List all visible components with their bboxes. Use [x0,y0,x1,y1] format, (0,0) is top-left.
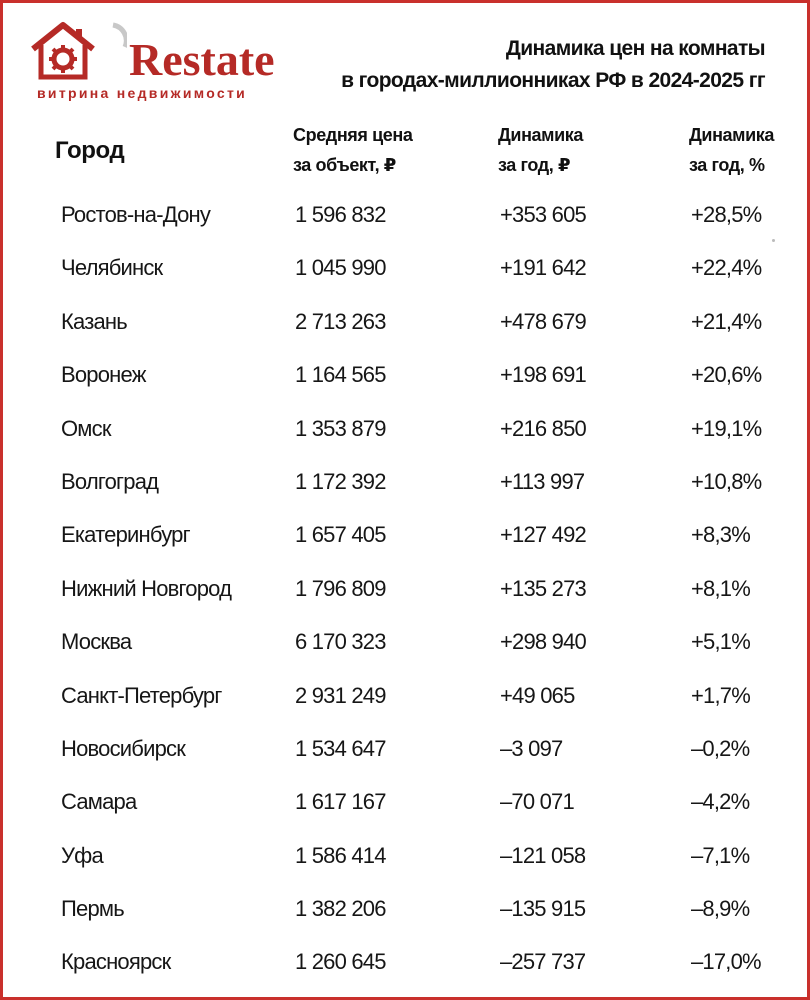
cell-city: Ростов-на-Дону [61,202,211,227]
title-line-1: Динамика цен на комнаты [505,37,765,60]
cell-city: Екатеринбург [61,522,190,548]
cell-abs-change: +113 997 [500,468,585,494]
cell-city: Казань [61,308,127,334]
cell-abs-change: +198 691 [500,362,586,388]
cell-city: Самара [61,789,137,815]
cell-price: 1 534 647 [295,735,386,761]
cell-city: Новосибирск [61,735,186,761]
cell-price: 1 796 809 [295,575,386,601]
brand-tagline: витрина недвижимости [37,85,248,101]
header-abs-line-1: Динамика [498,125,583,145]
cell-abs-change: +216 850 [500,415,586,441]
cell-price: 1 657 405 [295,522,386,548]
header-price [293,120,412,180]
cell-pct-change: +20,6% [691,362,762,388]
table-row [3,777,810,830]
header-pct-line-1: Динамика [689,125,774,145]
cell-abs-change: +191 642 [500,255,586,281]
cell-pct-change: –4,2% [691,789,750,815]
cell-price: 1 045 990 [295,255,386,281]
table-row [3,243,810,296]
cell-price: 1 586 414 [295,842,386,868]
cell-pct-change: –17,0% [691,949,761,975]
cell-pct-change: +8,1% [691,575,750,601]
cell-city: Санкт-Петербург [61,682,222,708]
table-row [3,510,810,563]
cell-abs-change: –135 915 [500,896,586,922]
cell-price: 1 596 832 [295,202,386,227]
page-title [341,33,765,97]
cell-abs-change: +353 605 [500,202,586,227]
table-row [3,457,810,510]
title-line-2: в городах-миллионниках РФ в 2024-2025 гг [341,69,765,92]
cell-price: 1 164 565 [295,362,386,388]
cell-abs-change: –257 737 [500,949,586,975]
cell-city: Волгоград [61,468,159,494]
table-row [3,350,810,403]
table-row [3,831,810,884]
table-row [3,884,810,937]
table-row [3,937,810,990]
table-row [3,564,810,617]
cell-pct-change: –0,2% [691,735,750,761]
cell-city: Пермь [61,896,124,922]
table-row [3,724,810,777]
cell-pct-change: –7,1% [691,842,750,868]
cell-pct-change: +8,3% [691,522,750,548]
cell-price: 1 172 392 [295,468,386,494]
data-table [3,190,810,991]
cell-price: 2 931 249 [295,682,386,708]
cell-abs-change: +49 065 [500,682,575,708]
logo [27,21,277,106]
table-row [3,617,810,670]
header-abs-change [498,120,583,180]
table-row [3,297,810,350]
cell-price: 1 260 645 [295,949,386,975]
cell-pct-change: +10,8% [691,468,762,494]
cell-price: 6 170 323 [295,629,386,655]
table-row [3,404,810,457]
header-pct-line-2: за год, % [689,155,765,175]
header-price-line-2: за объект, ₽ [293,155,396,175]
cell-city: Воронеж [61,362,146,388]
cell-abs-change: +127 492 [500,522,586,548]
cell-abs-change: +298 940 [500,629,586,655]
cell-abs-change: +135 273 [500,575,586,601]
cell-pct-change: +1,7% [691,682,750,708]
cell-price: 1 353 879 [295,415,386,441]
table-row [3,190,810,243]
header-city: Город [55,137,125,164]
cell-abs-change: –3 097 [500,735,563,761]
cell-pct-change: +28,5% [691,202,762,227]
cell-city: Омск [61,415,111,441]
header-abs-line-2: за год, ₽ [498,155,571,175]
cell-price: 1 382 206 [295,896,386,922]
table-row [3,671,810,724]
cell-city: Москва [61,629,132,655]
cell-pct-change: +5,1% [691,629,750,655]
brand-name: Restate [129,34,275,85]
house-gear-icon [27,21,127,83]
cell-price: 2 713 263 [295,308,386,334]
cell-abs-change: –70 071 [500,789,574,815]
cell-city: Челябинск [61,255,163,281]
cell-abs-change: +478 679 [500,308,586,334]
cell-city: Нижний Новгород [61,575,232,601]
cell-city: Красноярск [61,949,171,975]
cell-pct-change: +19,1% [691,415,762,441]
cell-price: 1 617 167 [295,789,386,815]
cell-pct-change: –8,9% [691,896,750,922]
cell-abs-change: –121 058 [500,842,586,868]
cell-pct-change: +21,4% [691,308,762,334]
header-price-line-1: Средняя цена [293,125,413,145]
cell-city: Уфа [61,842,103,868]
header-pct-change [689,120,774,180]
cell-pct-change: +22,4% [691,255,762,281]
